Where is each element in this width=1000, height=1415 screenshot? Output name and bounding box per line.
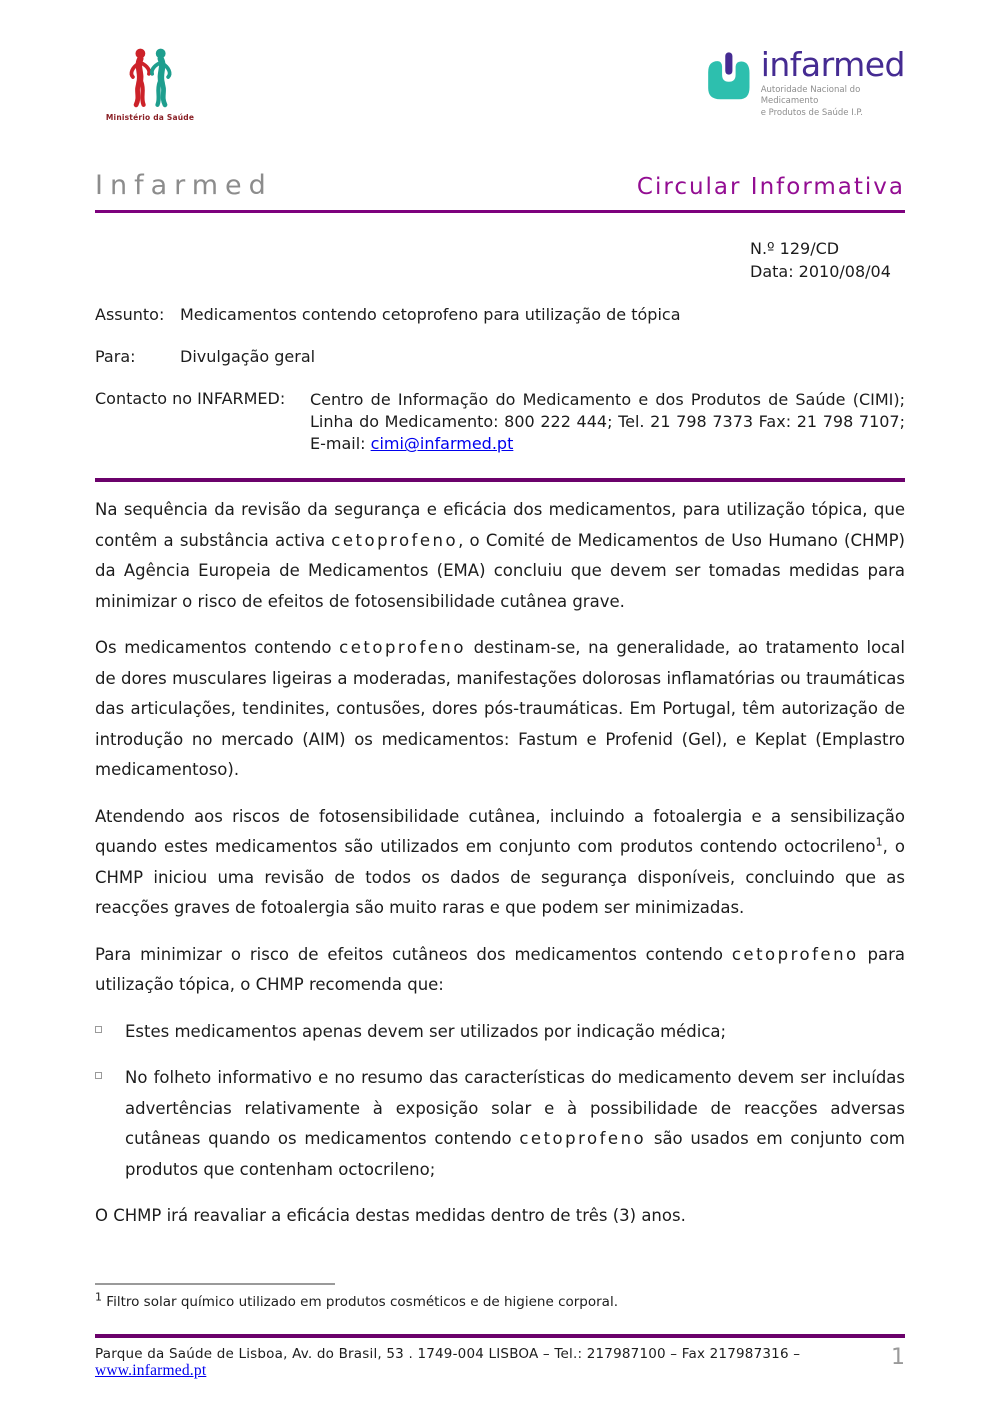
emphasized-text: cetoprofeno bbox=[731, 944, 859, 964]
text-segment: Filtro solar químico utilizado em produtos cosméticos e de higiene corporal. bbox=[102, 1294, 618, 1310]
infarmed-logo-name: infarmed bbox=[760, 45, 905, 84]
field-value: Divulgação geral bbox=[180, 347, 316, 366]
doc-type-title: Circular Informativa bbox=[636, 174, 905, 200]
field-list bbox=[95, 305, 905, 455]
ministry-caption: Ministério da Saúde bbox=[105, 113, 195, 122]
text-segment: Na sequência da revisão da segurança e eficácia dos medicamentos, para utilização tópica, que contêm a substância activa bbox=[95, 500, 905, 550]
text-segment: Os medicamentos contendo bbox=[95, 638, 340, 657]
website-link[interactable]: www.infarmed.pt bbox=[95, 1362, 207, 1379]
field-value bbox=[310, 389, 905, 455]
paragraph bbox=[95, 940, 905, 1001]
text-segment: Centro de Informação do Medicamento e dos Produtos de Saúde (CIMI); Linha do Medicamento: 800 222 444; Tel. 21 798 7373 Fax: 21 798 7107; E-mail: bbox=[310, 390, 905, 453]
header bbox=[95, 0, 905, 126]
section-divider bbox=[95, 478, 905, 482]
text-segment: destinam-se, na generalidade, ao tratamento local de dores musculares ligeiras a moderadas, manifestações dolorosas inflamatórias ou traumáticas das articulações, tendinites, contusões, dores pós-traumáticas. Em Portugal, têm autorização de introdução no mercado (AIM) os medicamentos: Fastum e Profenid (Gel), e Keplat (Emplastro medicamentoso). bbox=[95, 638, 905, 779]
text-segment: são usados em conjunto com produtos que contenham octocrileno; bbox=[125, 1129, 905, 1179]
paragraph bbox=[95, 802, 905, 924]
field-label: Assunto: bbox=[95, 305, 165, 324]
text-segment: Parque da Saúde de Lisboa, Av. do Brasil, 53 . 1749-004 LISBOA – Tel.: 217987100 – Fax 217987316 – bbox=[95, 1346, 801, 1362]
page-number: 1 bbox=[891, 1345, 905, 1370]
bullet-item bbox=[95, 1063, 905, 1185]
superscript: 1 bbox=[875, 835, 883, 849]
text-segment: , o CHMP iniciou uma revisão de todos os dados de segurança disponíveis, concluindo que as reacções graves de fotoalergia são muito raras e que podem ser minimizadas. bbox=[95, 837, 905, 917]
square-bullet-icon bbox=[95, 1063, 125, 1185]
field-label: Para: bbox=[95, 347, 136, 366]
brand-title: Infarmed bbox=[95, 170, 273, 201]
text-segment: O CHMP irá reavaliar a eficácia destas medidas dentro de três (3) anos. bbox=[95, 1206, 686, 1225]
emphasized-text: cetoprofeno bbox=[331, 530, 459, 550]
footnote-text bbox=[95, 1290, 905, 1310]
emphasized-text: cetoprofeno bbox=[519, 1129, 647, 1148]
doc-date: Data: 2010/08/04 bbox=[750, 262, 891, 281]
text-segment: Estes medicamentos apenas devem ser utilizados por indicação médica; bbox=[125, 1021, 727, 1041]
document-body bbox=[95, 495, 905, 1232]
field-label: Contacto no INFARMED: bbox=[95, 389, 286, 408]
footnote-separator bbox=[95, 1283, 335, 1285]
text-segment: Atendendo aos riscos de fotosensibilidade cutânea, incluindo a fotoalergia e a sensibilização quando estes medicamentos são utilizados em conjunto com produtos contendo octocrileno bbox=[95, 806, 905, 856]
paragraph bbox=[95, 495, 905, 617]
doc-number: N.º 129/CD bbox=[750, 239, 840, 258]
footer-address bbox=[95, 1346, 891, 1380]
page-footer bbox=[95, 1334, 905, 1380]
infarmed-logo bbox=[705, 46, 905, 119]
text-segment: Para minimizar o risco de efeitos cutâneos dos medicamentos contendo bbox=[95, 944, 732, 964]
text-segment: , o Comité de Medicamentos de Uso Humano (CHMP) da Agência Europeia de Medicamentos (EMA) concluiu que devem ser tomadas medidas para minimizar o risco de efeitos de fotosensibilidade cutânea grave. bbox=[95, 530, 905, 611]
text-segment: para utilização tópica, o CHMP recomenda que: bbox=[95, 944, 906, 994]
footnote bbox=[95, 1283, 905, 1310]
field-contacto bbox=[95, 389, 905, 455]
title-bar bbox=[95, 170, 905, 213]
paragraph bbox=[95, 633, 905, 786]
field-assunto bbox=[95, 305, 905, 324]
ministry-logo bbox=[95, 46, 205, 122]
infarmed-logo-icon bbox=[705, 46, 753, 108]
bullet-item bbox=[95, 1017, 905, 1048]
closing-paragraph bbox=[95, 1201, 905, 1232]
doc-meta bbox=[95, 237, 905, 283]
field-para bbox=[95, 347, 905, 366]
ministry-figures-icon bbox=[111, 46, 189, 108]
text-segment: No folheto informativo e no resumo das características do medicamento devem ser incluídas advertências relativamente à exposição solar e à possibilidade de reacções adversas cutâneas quando os medicamentos contendo bbox=[125, 1068, 905, 1148]
infarmed-logo-tagline: Autoridade Nacional do Medicamento e Produtos de Saúde I.P. bbox=[760, 85, 863, 118]
superscript: 1 bbox=[95, 1290, 102, 1304]
email-link[interactable]: cimi@infarmed.pt bbox=[370, 434, 514, 453]
emphasized-text: cetoprofeno bbox=[339, 638, 466, 657]
field-value: Medicamentos contendo cetoprofeno para utilização de tópica bbox=[180, 305, 681, 324]
square-bullet-icon bbox=[95, 1017, 125, 1048]
